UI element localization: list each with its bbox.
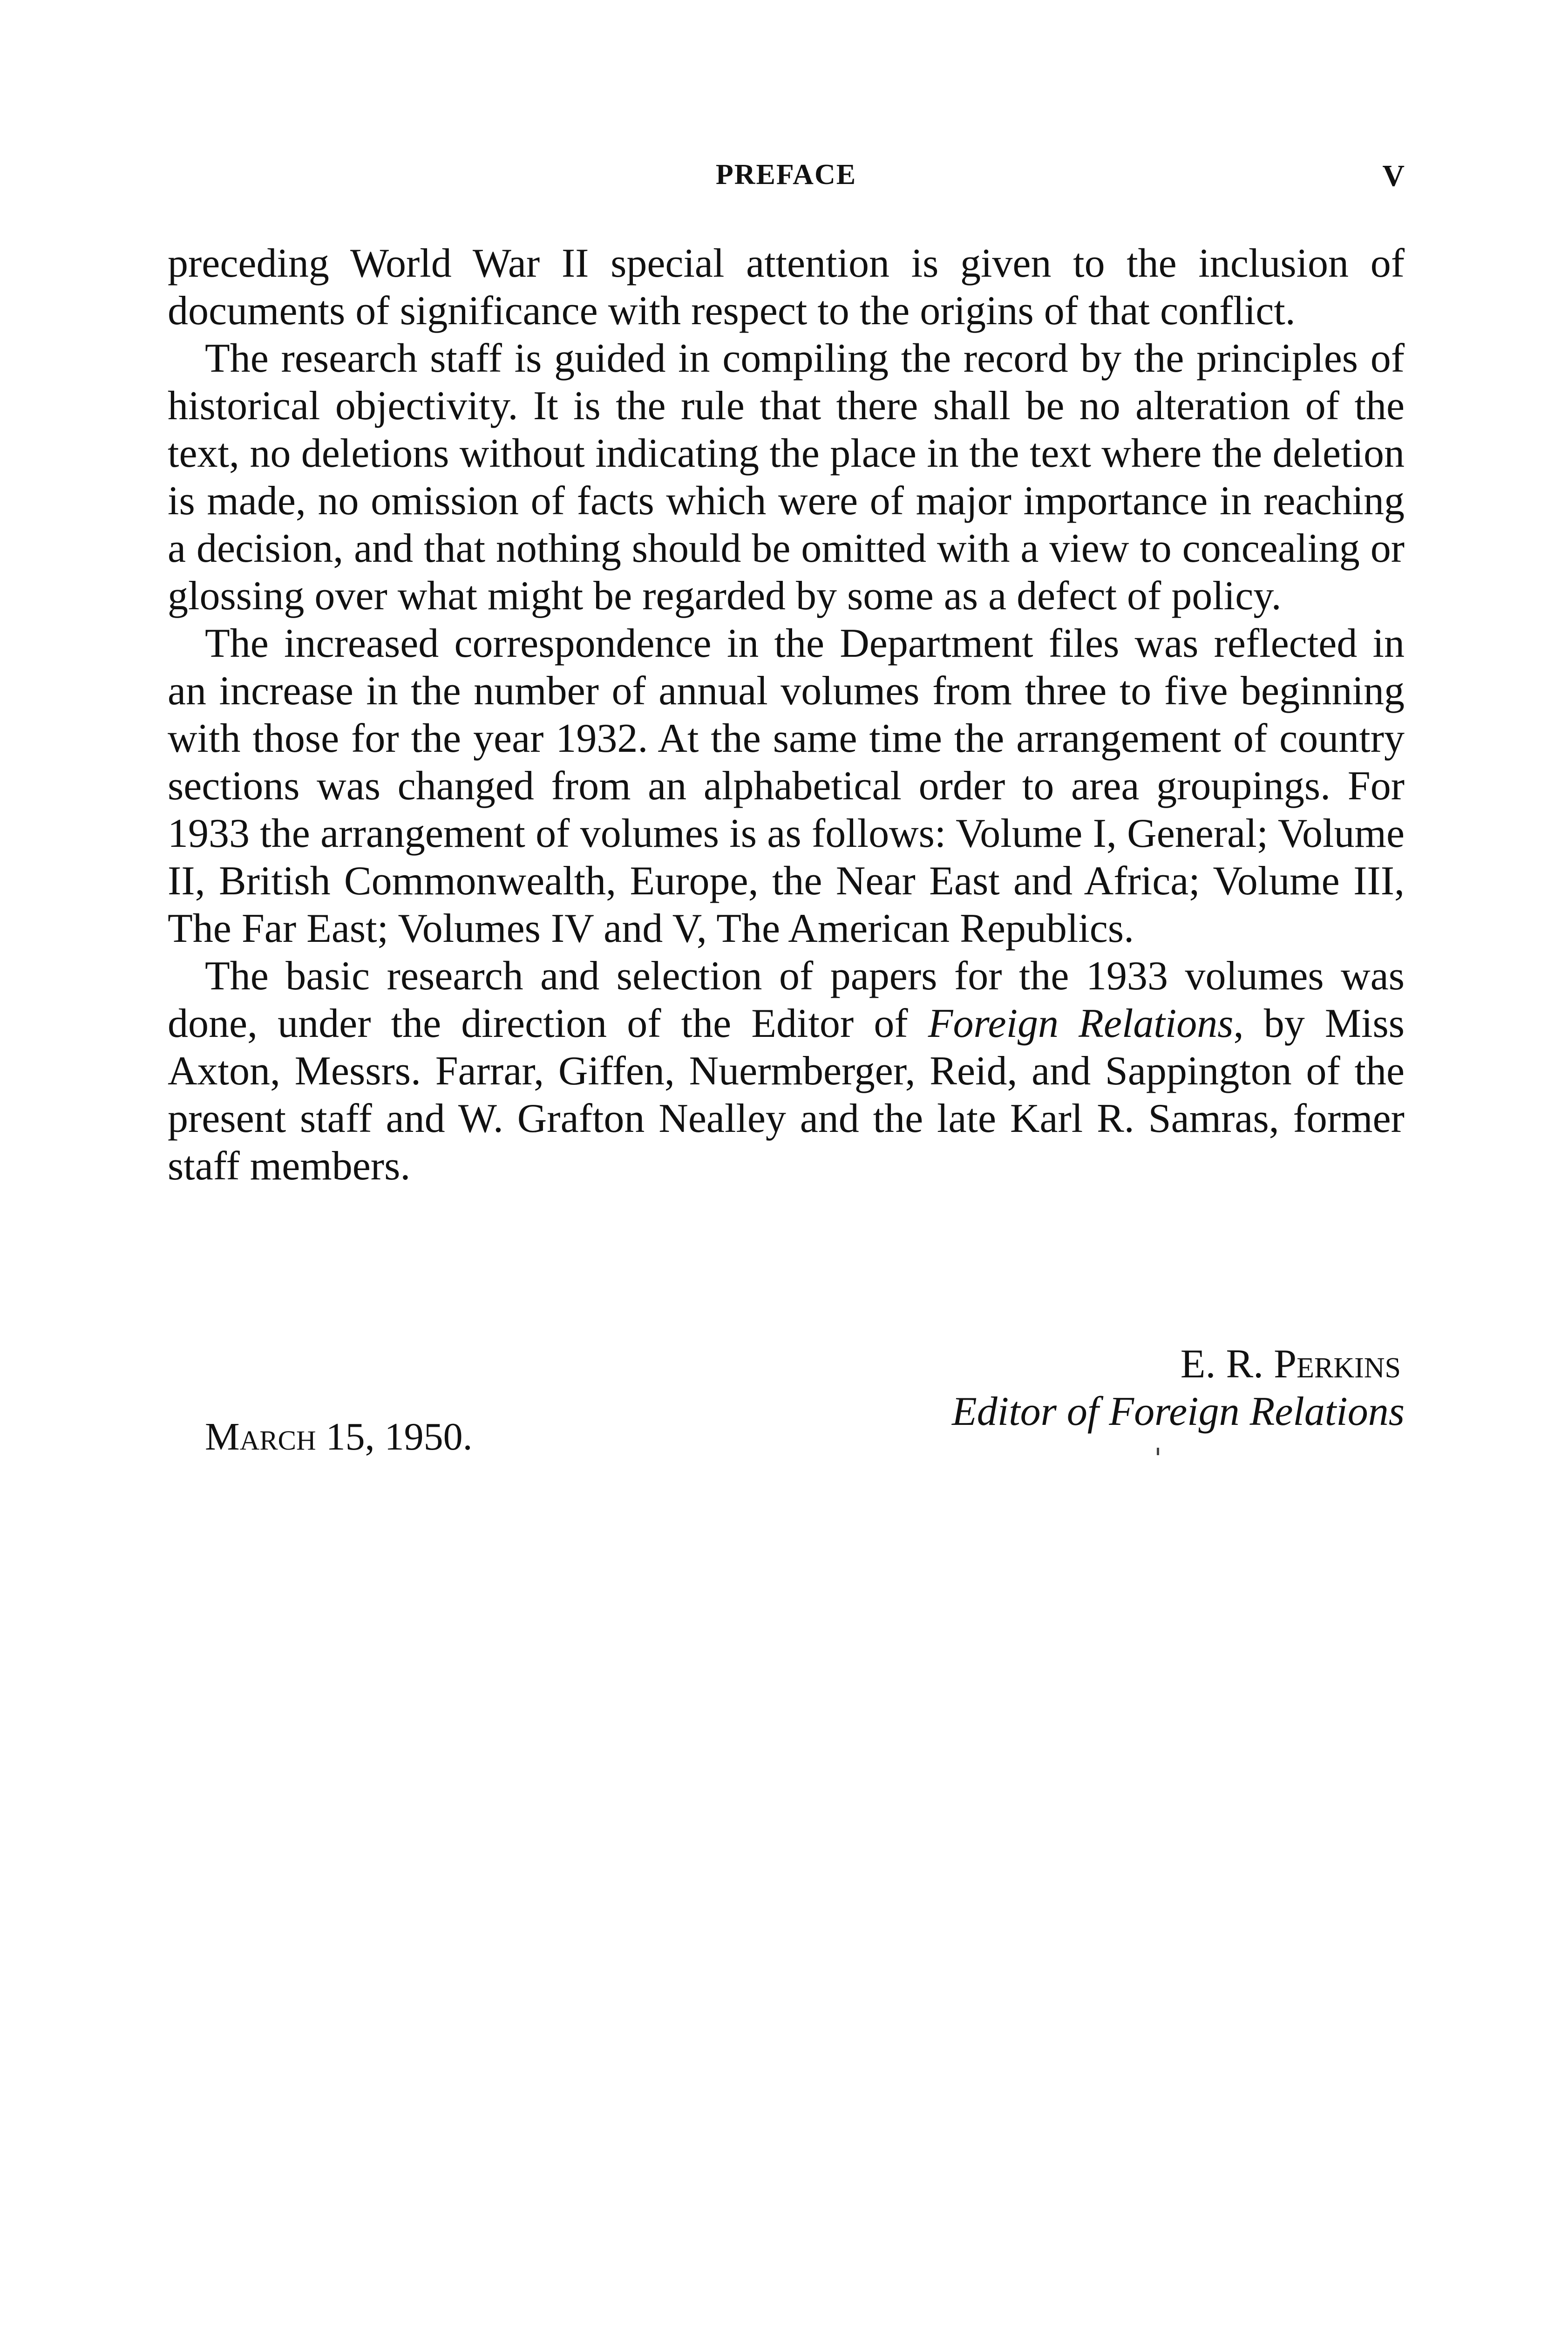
page-title: PREFACE <box>715 159 857 191</box>
page-number: V <box>1382 159 1405 193</box>
acknowledgements-text-end: , by Miss Axton, Messrs. Farrar, Giffen, Nuermberger, Reid, and Sappington of the present staff and W. Grafton Nealley and the late Karl R. Samras, former staff members. <box>168 1001 1405 1189</box>
signatory-name: E. R. Perkins <box>1180 1342 1401 1387</box>
paragraph-volume-arrangement: The increased correspondence in the Department files was reflected in an increase in the number of annual volumes from three to five beginning with those for the year 1932. At the same time the arrangement of country sections was changed from an alphabetical order to area groupings. For 1933 the arrangement of volumes is as follows: Volume I, General; Volume II, British Commonwealth, Europe, the Near East and Africa; Volume III, The Far East; Volumes IV and V, The American Republics. <box>168 621 1405 951</box>
acknowledgements-text-start: The basic research and selection of papers for the 1933 volumes was done, under the direction of the Editor of <box>168 953 1405 1046</box>
signature-block <box>952 1341 1405 1436</box>
date-line: March 15, 1950. <box>205 1415 473 1458</box>
paragraph-acknowledgements <box>168 953 1405 1190</box>
body-text <box>168 240 1405 1190</box>
publication-title: Foreign Relations <box>928 1001 1234 1046</box>
running-head <box>168 158 1405 205</box>
stray-ink-mark <box>1157 1448 1159 1455</box>
paragraph-research-principles: The research staff is guided in compiling the record by the principles of historical objectivity. It is the rule that there shall be no alteration of the text, no deletions without indicating the place in the text where the deletion is made, no omission of facts which were of major importance in reaching a decision, and that nothing should be omitted with a view to concealing or glossing over what might be regarded by some as a defect of policy. <box>168 336 1405 619</box>
paragraph-continuation: preceding World War II special attention is given to the inclusion of documents of significance with respect to the origins of that conflict. <box>168 241 1405 334</box>
signatory-title: Editor of Foreign Relations <box>952 1389 1405 1434</box>
